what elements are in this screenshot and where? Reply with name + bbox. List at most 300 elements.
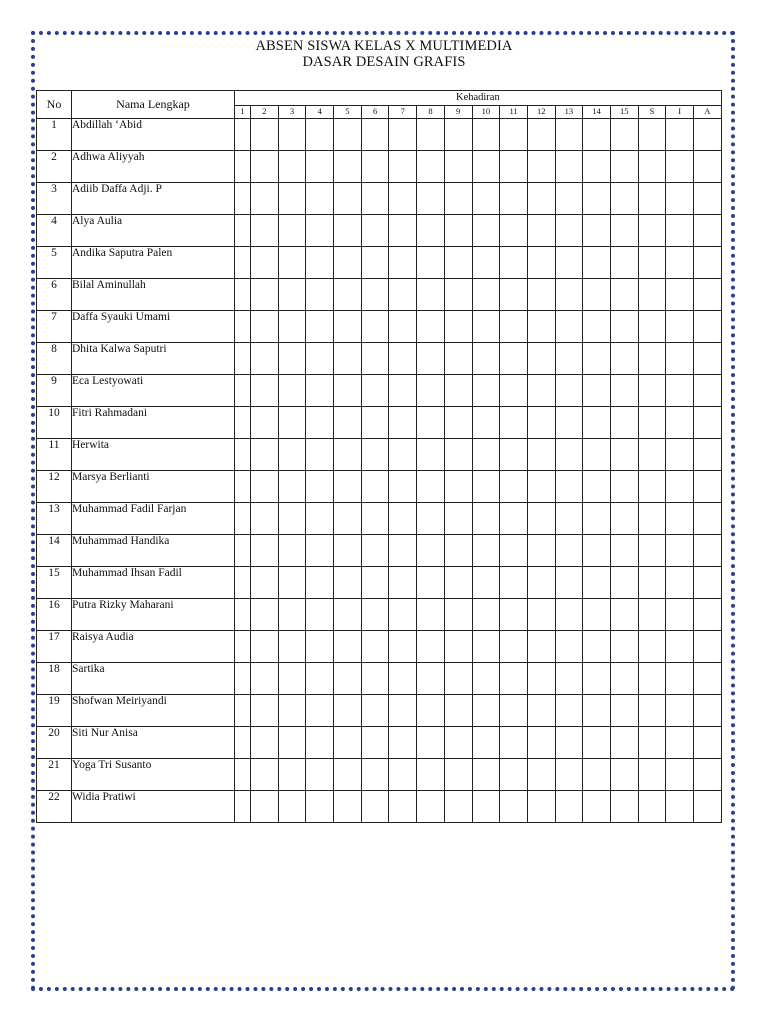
- attendance-cell[interactable]: [638, 535, 666, 567]
- attendance-cell[interactable]: [694, 407, 722, 439]
- attendance-cell[interactable]: [306, 695, 334, 727]
- attendance-cell[interactable]: [251, 503, 279, 535]
- attendance-cell[interactable]: [235, 791, 251, 823]
- attendance-cell[interactable]: [389, 599, 417, 631]
- attendance-cell[interactable]: [666, 631, 694, 663]
- attendance-cell[interactable]: [334, 151, 362, 183]
- attendance-cell[interactable]: [694, 695, 722, 727]
- attendance-cell[interactable]: [334, 183, 362, 215]
- attendance-cell[interactable]: [610, 567, 638, 599]
- attendance-cell[interactable]: [361, 503, 389, 535]
- attendance-cell[interactable]: [610, 183, 638, 215]
- attendance-cell[interactable]: [417, 151, 445, 183]
- attendance-cell[interactable]: [500, 695, 528, 727]
- attendance-cell[interactable]: [417, 471, 445, 503]
- attendance-cell[interactable]: [278, 151, 306, 183]
- attendance-cell[interactable]: [472, 759, 500, 791]
- attendance-cell[interactable]: [306, 567, 334, 599]
- attendance-cell[interactable]: [389, 311, 417, 343]
- attendance-cell[interactable]: [500, 119, 528, 151]
- attendance-cell[interactable]: [306, 727, 334, 759]
- attendance-cell[interactable]: [610, 631, 638, 663]
- attendance-cell[interactable]: [235, 631, 251, 663]
- attendance-cell[interactable]: [638, 151, 666, 183]
- attendance-cell[interactable]: [334, 535, 362, 567]
- attendance-cell[interactable]: [638, 631, 666, 663]
- attendance-cell[interactable]: [472, 279, 500, 311]
- attendance-cell[interactable]: [527, 535, 555, 567]
- attendance-cell[interactable]: [361, 183, 389, 215]
- attendance-cell[interactable]: [555, 791, 583, 823]
- attendance-cell[interactable]: [638, 791, 666, 823]
- attendance-cell[interactable]: [444, 183, 472, 215]
- attendance-cell[interactable]: [638, 183, 666, 215]
- attendance-cell[interactable]: [638, 503, 666, 535]
- attendance-cell[interactable]: [527, 759, 555, 791]
- attendance-cell[interactable]: [610, 407, 638, 439]
- attendance-cell[interactable]: [444, 279, 472, 311]
- attendance-cell[interactable]: [334, 407, 362, 439]
- attendance-cell[interactable]: [610, 599, 638, 631]
- attendance-cell[interactable]: [334, 119, 362, 151]
- attendance-cell[interactable]: [334, 215, 362, 247]
- attendance-cell[interactable]: [251, 695, 279, 727]
- attendance-cell[interactable]: [472, 375, 500, 407]
- attendance-cell[interactable]: [638, 599, 666, 631]
- attendance-cell[interactable]: [610, 279, 638, 311]
- attendance-cell[interactable]: [500, 343, 528, 375]
- attendance-cell[interactable]: [278, 439, 306, 471]
- attendance-cell[interactable]: [278, 567, 306, 599]
- attendance-cell[interactable]: [527, 791, 555, 823]
- attendance-cell[interactable]: [389, 183, 417, 215]
- attendance-cell[interactable]: [361, 631, 389, 663]
- attendance-cell[interactable]: [361, 727, 389, 759]
- attendance-cell[interactable]: [235, 695, 251, 727]
- attendance-cell[interactable]: [527, 279, 555, 311]
- attendance-cell[interactable]: [361, 439, 389, 471]
- attendance-cell[interactable]: [278, 631, 306, 663]
- attendance-cell[interactable]: [306, 439, 334, 471]
- attendance-cell[interactable]: [278, 407, 306, 439]
- attendance-cell[interactable]: [306, 215, 334, 247]
- attendance-cell[interactable]: [583, 471, 611, 503]
- attendance-cell[interactable]: [251, 471, 279, 503]
- attendance-cell[interactable]: [444, 471, 472, 503]
- attendance-cell[interactable]: [527, 631, 555, 663]
- attendance-cell[interactable]: [583, 759, 611, 791]
- attendance-cell[interactable]: [334, 375, 362, 407]
- attendance-cell[interactable]: [694, 471, 722, 503]
- attendance-cell[interactable]: [361, 759, 389, 791]
- attendance-cell[interactable]: [278, 695, 306, 727]
- attendance-cell[interactable]: [417, 183, 445, 215]
- attendance-cell[interactable]: [444, 375, 472, 407]
- attendance-cell[interactable]: [694, 599, 722, 631]
- attendance-cell[interactable]: [694, 631, 722, 663]
- attendance-cell[interactable]: [527, 471, 555, 503]
- attendance-cell[interactable]: [361, 247, 389, 279]
- attendance-cell[interactable]: [444, 343, 472, 375]
- attendance-cell[interactable]: [361, 343, 389, 375]
- attendance-cell[interactable]: [251, 407, 279, 439]
- attendance-cell[interactable]: [251, 535, 279, 567]
- attendance-cell[interactable]: [251, 439, 279, 471]
- attendance-cell[interactable]: [235, 599, 251, 631]
- attendance-cell[interactable]: [389, 151, 417, 183]
- attendance-cell[interactable]: [472, 183, 500, 215]
- attendance-cell[interactable]: [666, 663, 694, 695]
- attendance-cell[interactable]: [278, 119, 306, 151]
- attendance-cell[interactable]: [555, 599, 583, 631]
- attendance-cell[interactable]: [389, 759, 417, 791]
- attendance-cell[interactable]: [278, 375, 306, 407]
- attendance-cell[interactable]: [638, 471, 666, 503]
- attendance-cell[interactable]: [389, 471, 417, 503]
- attendance-cell[interactable]: [278, 215, 306, 247]
- attendance-cell[interactable]: [610, 311, 638, 343]
- attendance-cell[interactable]: [417, 407, 445, 439]
- attendance-cell[interactable]: [555, 183, 583, 215]
- attendance-cell[interactable]: [527, 375, 555, 407]
- attendance-cell[interactable]: [583, 119, 611, 151]
- attendance-cell[interactable]: [555, 375, 583, 407]
- attendance-cell[interactable]: [235, 183, 251, 215]
- attendance-cell[interactable]: [500, 599, 528, 631]
- attendance-cell[interactable]: [500, 535, 528, 567]
- attendance-cell[interactable]: [638, 727, 666, 759]
- attendance-cell[interactable]: [444, 151, 472, 183]
- attendance-cell[interactable]: [278, 599, 306, 631]
- attendance-cell[interactable]: [278, 535, 306, 567]
- attendance-cell[interactable]: [472, 439, 500, 471]
- attendance-cell[interactable]: [583, 279, 611, 311]
- attendance-cell[interactable]: [500, 503, 528, 535]
- attendance-cell[interactable]: [527, 119, 555, 151]
- attendance-cell[interactable]: [417, 695, 445, 727]
- attendance-cell[interactable]: [334, 471, 362, 503]
- attendance-cell[interactable]: [361, 535, 389, 567]
- attendance-cell[interactable]: [251, 599, 279, 631]
- attendance-cell[interactable]: [306, 375, 334, 407]
- attendance-cell[interactable]: [638, 695, 666, 727]
- attendance-cell[interactable]: [638, 247, 666, 279]
- attendance-cell[interactable]: [389, 663, 417, 695]
- attendance-cell[interactable]: [583, 663, 611, 695]
- attendance-cell[interactable]: [583, 311, 611, 343]
- attendance-cell[interactable]: [278, 343, 306, 375]
- attendance-cell[interactable]: [444, 567, 472, 599]
- attendance-cell[interactable]: [638, 279, 666, 311]
- attendance-cell[interactable]: [444, 119, 472, 151]
- attendance-cell[interactable]: [527, 407, 555, 439]
- attendance-cell[interactable]: [389, 375, 417, 407]
- attendance-cell[interactable]: [666, 471, 694, 503]
- attendance-cell[interactable]: [583, 695, 611, 727]
- attendance-cell[interactable]: [472, 631, 500, 663]
- attendance-cell[interactable]: [583, 375, 611, 407]
- attendance-cell[interactable]: [361, 695, 389, 727]
- attendance-cell[interactable]: [555, 439, 583, 471]
- attendance-cell[interactable]: [417, 567, 445, 599]
- attendance-cell[interactable]: [361, 471, 389, 503]
- attendance-cell[interactable]: [500, 247, 528, 279]
- attendance-cell[interactable]: [235, 727, 251, 759]
- attendance-cell[interactable]: [278, 311, 306, 343]
- attendance-cell[interactable]: [666, 567, 694, 599]
- attendance-cell[interactable]: [334, 567, 362, 599]
- attendance-cell[interactable]: [361, 375, 389, 407]
- attendance-cell[interactable]: [389, 407, 417, 439]
- attendance-cell[interactable]: [278, 759, 306, 791]
- attendance-cell[interactable]: [235, 567, 251, 599]
- attendance-cell[interactable]: [306, 663, 334, 695]
- attendance-cell[interactable]: [278, 791, 306, 823]
- attendance-cell[interactable]: [694, 279, 722, 311]
- attendance-cell[interactable]: [666, 375, 694, 407]
- attendance-cell[interactable]: [472, 311, 500, 343]
- attendance-cell[interactable]: [666, 439, 694, 471]
- attendance-cell[interactable]: [306, 119, 334, 151]
- attendance-cell[interactable]: [666, 599, 694, 631]
- attendance-cell[interactable]: [638, 215, 666, 247]
- attendance-cell[interactable]: [583, 247, 611, 279]
- attendance-cell[interactable]: [555, 407, 583, 439]
- attendance-cell[interactable]: [235, 407, 251, 439]
- attendance-cell[interactable]: [666, 343, 694, 375]
- attendance-cell[interactable]: [555, 663, 583, 695]
- attendance-cell[interactable]: [500, 759, 528, 791]
- attendance-cell[interactable]: [235, 215, 251, 247]
- attendance-cell[interactable]: [527, 567, 555, 599]
- attendance-cell[interactable]: [638, 343, 666, 375]
- attendance-cell[interactable]: [472, 407, 500, 439]
- attendance-cell[interactable]: [694, 535, 722, 567]
- attendance-cell[interactable]: [666, 183, 694, 215]
- attendance-cell[interactable]: [500, 375, 528, 407]
- attendance-cell[interactable]: [472, 535, 500, 567]
- attendance-cell[interactable]: [583, 631, 611, 663]
- attendance-cell[interactable]: [610, 151, 638, 183]
- attendance-cell[interactable]: [527, 151, 555, 183]
- attendance-cell[interactable]: [638, 407, 666, 439]
- attendance-cell[interactable]: [306, 599, 334, 631]
- attendance-cell[interactable]: [555, 759, 583, 791]
- attendance-cell[interactable]: [638, 311, 666, 343]
- attendance-cell[interactable]: [444, 439, 472, 471]
- attendance-cell[interactable]: [361, 791, 389, 823]
- attendance-cell[interactable]: [417, 279, 445, 311]
- attendance-cell[interactable]: [361, 663, 389, 695]
- attendance-cell[interactable]: [527, 183, 555, 215]
- attendance-cell[interactable]: [694, 759, 722, 791]
- attendance-cell[interactable]: [666, 247, 694, 279]
- attendance-cell[interactable]: [500, 311, 528, 343]
- attendance-cell[interactable]: [638, 119, 666, 151]
- attendance-cell[interactable]: [583, 503, 611, 535]
- attendance-cell[interactable]: [610, 343, 638, 375]
- attendance-cell[interactable]: [417, 535, 445, 567]
- attendance-cell[interactable]: [583, 407, 611, 439]
- attendance-cell[interactable]: [666, 311, 694, 343]
- attendance-cell[interactable]: [638, 663, 666, 695]
- attendance-cell[interactable]: [555, 151, 583, 183]
- attendance-cell[interactable]: [555, 631, 583, 663]
- attendance-cell[interactable]: [361, 599, 389, 631]
- attendance-cell[interactable]: [527, 311, 555, 343]
- attendance-cell[interactable]: [444, 791, 472, 823]
- attendance-cell[interactable]: [251, 663, 279, 695]
- attendance-cell[interactable]: [417, 631, 445, 663]
- attendance-cell[interactable]: [334, 695, 362, 727]
- attendance-cell[interactable]: [235, 343, 251, 375]
- attendance-cell[interactable]: [583, 343, 611, 375]
- attendance-cell[interactable]: [417, 759, 445, 791]
- attendance-cell[interactable]: [527, 439, 555, 471]
- attendance-cell[interactable]: [500, 727, 528, 759]
- attendance-cell[interactable]: [278, 663, 306, 695]
- attendance-cell[interactable]: [500, 183, 528, 215]
- attendance-cell[interactable]: [235, 311, 251, 343]
- attendance-cell[interactable]: [251, 791, 279, 823]
- attendance-cell[interactable]: [694, 183, 722, 215]
- attendance-cell[interactable]: [235, 439, 251, 471]
- attendance-cell[interactable]: [334, 279, 362, 311]
- attendance-cell[interactable]: [666, 535, 694, 567]
- attendance-cell[interactable]: [610, 247, 638, 279]
- attendance-cell[interactable]: [235, 375, 251, 407]
- attendance-cell[interactable]: [444, 215, 472, 247]
- attendance-cell[interactable]: [694, 439, 722, 471]
- attendance-cell[interactable]: [694, 567, 722, 599]
- attendance-cell[interactable]: [444, 503, 472, 535]
- attendance-cell[interactable]: [500, 279, 528, 311]
- attendance-cell[interactable]: [417, 663, 445, 695]
- attendance-cell[interactable]: [235, 247, 251, 279]
- attendance-cell[interactable]: [235, 663, 251, 695]
- attendance-cell[interactable]: [334, 311, 362, 343]
- attendance-cell[interactable]: [417, 311, 445, 343]
- attendance-cell[interactable]: [583, 791, 611, 823]
- attendance-cell[interactable]: [306, 631, 334, 663]
- attendance-cell[interactable]: [306, 343, 334, 375]
- attendance-cell[interactable]: [417, 247, 445, 279]
- attendance-cell[interactable]: [361, 279, 389, 311]
- attendance-cell[interactable]: [444, 663, 472, 695]
- attendance-cell[interactable]: [472, 343, 500, 375]
- attendance-cell[interactable]: [610, 375, 638, 407]
- attendance-cell[interactable]: [610, 471, 638, 503]
- attendance-cell[interactable]: [610, 695, 638, 727]
- attendance-cell[interactable]: [555, 535, 583, 567]
- attendance-cell[interactable]: [444, 247, 472, 279]
- attendance-cell[interactable]: [361, 407, 389, 439]
- attendance-cell[interactable]: [500, 407, 528, 439]
- attendance-cell[interactable]: [666, 215, 694, 247]
- attendance-cell[interactable]: [610, 791, 638, 823]
- attendance-cell[interactable]: [389, 343, 417, 375]
- attendance-cell[interactable]: [334, 727, 362, 759]
- attendance-cell[interactable]: [555, 311, 583, 343]
- attendance-cell[interactable]: [610, 727, 638, 759]
- attendance-cell[interactable]: [555, 727, 583, 759]
- attendance-cell[interactable]: [235, 471, 251, 503]
- attendance-cell[interactable]: [472, 471, 500, 503]
- attendance-cell[interactable]: [389, 119, 417, 151]
- attendance-cell[interactable]: [610, 439, 638, 471]
- attendance-cell[interactable]: [389, 279, 417, 311]
- attendance-cell[interactable]: [555, 567, 583, 599]
- attendance-cell[interactable]: [251, 375, 279, 407]
- attendance-cell[interactable]: [334, 439, 362, 471]
- attendance-cell[interactable]: [235, 503, 251, 535]
- attendance-cell[interactable]: [251, 119, 279, 151]
- attendance-cell[interactable]: [694, 727, 722, 759]
- attendance-cell[interactable]: [444, 631, 472, 663]
- attendance-cell[interactable]: [472, 727, 500, 759]
- attendance-cell[interactable]: [527, 727, 555, 759]
- attendance-cell[interactable]: [278, 727, 306, 759]
- attendance-cell[interactable]: [472, 663, 500, 695]
- attendance-cell[interactable]: [361, 215, 389, 247]
- attendance-cell[interactable]: [235, 119, 251, 151]
- attendance-cell[interactable]: [389, 535, 417, 567]
- attendance-cell[interactable]: [235, 535, 251, 567]
- attendance-cell[interactable]: [444, 727, 472, 759]
- attendance-cell[interactable]: [555, 215, 583, 247]
- attendance-cell[interactable]: [361, 567, 389, 599]
- attendance-cell[interactable]: [694, 343, 722, 375]
- attendance-cell[interactable]: [666, 791, 694, 823]
- attendance-cell[interactable]: [472, 567, 500, 599]
- attendance-cell[interactable]: [666, 503, 694, 535]
- attendance-cell[interactable]: [306, 759, 334, 791]
- attendance-cell[interactable]: [306, 503, 334, 535]
- attendance-cell[interactable]: [306, 279, 334, 311]
- attendance-cell[interactable]: [472, 599, 500, 631]
- attendance-cell[interactable]: [666, 279, 694, 311]
- attendance-cell[interactable]: [527, 247, 555, 279]
- attendance-cell[interactable]: [610, 503, 638, 535]
- attendance-cell[interactable]: [500, 631, 528, 663]
- attendance-cell[interactable]: [334, 247, 362, 279]
- attendance-cell[interactable]: [527, 343, 555, 375]
- attendance-cell[interactable]: [610, 663, 638, 695]
- attendance-cell[interactable]: [417, 503, 445, 535]
- attendance-cell[interactable]: [500, 567, 528, 599]
- attendance-cell[interactable]: [472, 503, 500, 535]
- attendance-cell[interactable]: [251, 151, 279, 183]
- attendance-cell[interactable]: [417, 215, 445, 247]
- attendance-cell[interactable]: [583, 439, 611, 471]
- attendance-cell[interactable]: [555, 695, 583, 727]
- attendance-cell[interactable]: [555, 119, 583, 151]
- attendance-cell[interactable]: [500, 663, 528, 695]
- attendance-cell[interactable]: [417, 727, 445, 759]
- attendance-cell[interactable]: [361, 119, 389, 151]
- attendance-cell[interactable]: [251, 247, 279, 279]
- attendance-cell[interactable]: [306, 471, 334, 503]
- attendance-cell[interactable]: [694, 151, 722, 183]
- attendance-cell[interactable]: [235, 151, 251, 183]
- attendance-cell[interactable]: [500, 215, 528, 247]
- attendance-cell[interactable]: [472, 791, 500, 823]
- attendance-cell[interactable]: [417, 119, 445, 151]
- attendance-cell[interactable]: [444, 759, 472, 791]
- attendance-cell[interactable]: [694, 119, 722, 151]
- attendance-cell[interactable]: [444, 311, 472, 343]
- attendance-cell[interactable]: [472, 215, 500, 247]
